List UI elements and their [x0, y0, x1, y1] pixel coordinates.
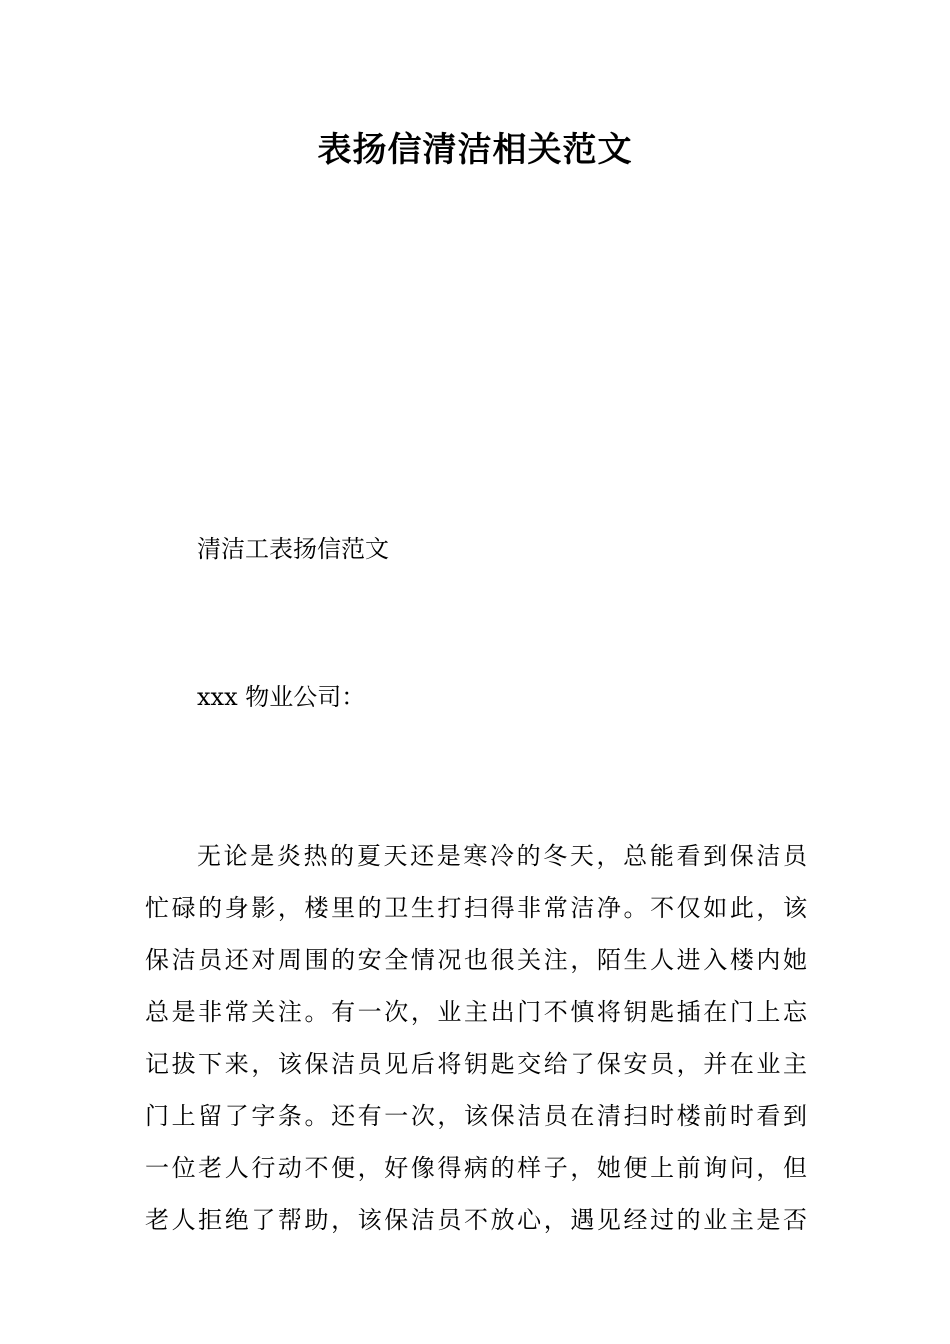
letter-salutation: xxx 物业公司： — [197, 683, 366, 711]
document-title: 表扬信清洁相关范文 — [317, 130, 633, 170]
body-line: 记拔下来，该保洁员见后将钥匙交给了保安员，并在业主 — [145, 1050, 807, 1078]
body-line: 门上留了字条。还有一次，该保洁员在清扫时楼前时看到 — [145, 1102, 807, 1130]
body-line: 老人拒绝了帮助，该保洁员不放心，遇见经过的业主是否 — [145, 1206, 807, 1234]
body-line: 总是非常关注。有一次，业主出门不慎将钥匙插在门上忘 — [145, 998, 807, 1026]
body-line: 一位老人行动不便，好像得病的样子，她便上前询问，但 — [145, 1154, 807, 1182]
letter-body — [145, 830, 807, 1246]
body-line: 忙碌的身影，楼里的卫生打扫得非常洁净。不仅如此，该 — [145, 894, 807, 922]
body-line: 无论是炎热的夏天还是寒冷的冬天，总能看到保洁员 — [197, 842, 807, 870]
document-subtitle: 清洁工表扬信范文 — [197, 535, 389, 563]
body-line: 保洁员还对周围的安全情况也很关注，陌生人进入楼内她 — [145, 946, 807, 974]
